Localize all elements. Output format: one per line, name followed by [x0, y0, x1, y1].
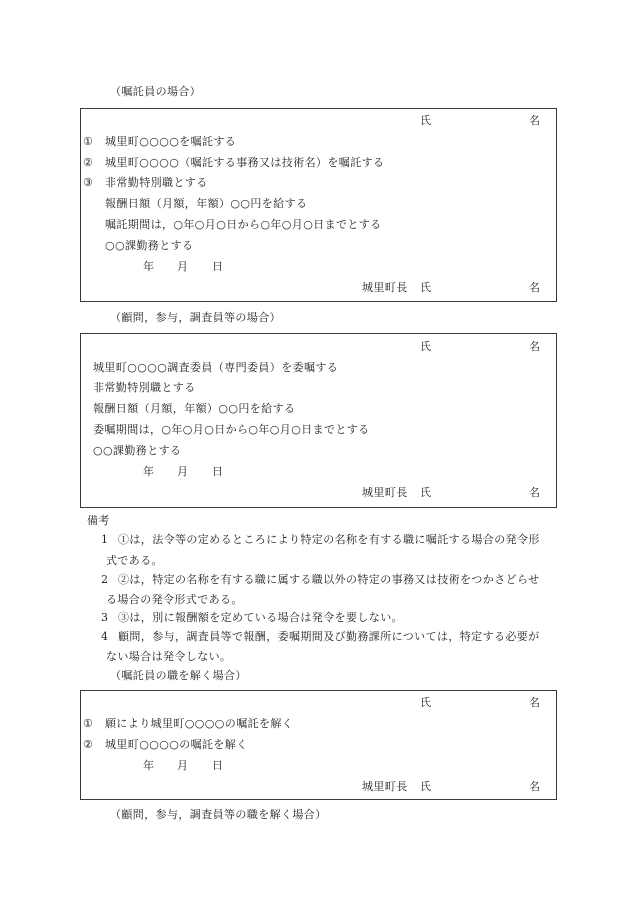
section-heading-dismiss-advisor: （顧問，参与，調査員等の職を解く場合） — [110, 808, 327, 821]
signer-family-label: 氏 — [420, 281, 432, 294]
note-number: 3 — [101, 611, 109, 624]
item-text: 城里町○○○○の嘱託を解く — [105, 738, 248, 751]
date-year: 年 — [143, 759, 155, 772]
section-heading-appoint-staff: （嘱託員の場合） — [110, 85, 202, 98]
note-text: 顧問，参与，調査員等で報酬，委嘱期間及び勤務課所については，特定する必要が — [118, 630, 540, 643]
signer-family-label: 氏 — [420, 780, 432, 793]
note-text: ①は，法令等の定めるところにより特定の名称を有する職に嘱託する場合の発令形 — [118, 533, 540, 546]
name-given-label: 名 — [529, 696, 541, 709]
order-line: 委嘱期間は，○年○月○日から○年○月○日までとする — [93, 423, 370, 436]
signer-family-label: 氏 — [420, 486, 432, 499]
date-month: 月 — [177, 759, 189, 772]
date-year: 年 — [143, 465, 155, 478]
signer-given-label: 名 — [529, 780, 541, 793]
order-line: 報酬日額（月額，年額）○○円を給する — [93, 402, 296, 415]
note-text: ③は，別に報酬額を定めている場合は発令を要しない。 — [118, 611, 403, 624]
name-given-label: 名 — [529, 114, 541, 127]
note-text-continued: 式である。 — [106, 554, 163, 567]
remarks-title: 備考 — [87, 514, 110, 527]
date-month: 月 — [177, 260, 189, 273]
item-number: ① — [83, 717, 94, 730]
note-number: 4 — [101, 630, 109, 643]
signer-title: 城里町長 — [362, 281, 408, 294]
item-text: 願により城里町○○○○の嘱託を解く — [105, 717, 294, 730]
signer-given-label: 名 — [529, 486, 541, 499]
detail-line: ○○課勤務とする — [105, 239, 194, 252]
section-heading-dismiss-staff: （嘱託員の職を解く場合） — [110, 669, 247, 682]
item-number: ② — [83, 738, 94, 751]
date-day: 日 — [212, 260, 224, 273]
name-family-label: 氏 — [420, 340, 432, 353]
item-number: ① — [83, 135, 94, 148]
note-text-continued: る場合の発令形式である。 — [106, 593, 243, 606]
order-line: 非常勤特別職とする — [93, 381, 196, 394]
detail-line: 嘱託期間は，○年○月○日から○年○月○日までとする — [105, 218, 382, 231]
signer-given-label: 名 — [529, 281, 541, 294]
item-text: 非常勤特別職とする — [105, 176, 208, 189]
note-text: ②は，特定の名称を有する職に属する職以外の特定の事務又は技術をつかさどらせ — [118, 573, 540, 586]
item-text: 城里町○○○○を嘱託する — [105, 135, 237, 148]
date-year: 年 — [143, 260, 155, 273]
name-family-label: 氏 — [420, 114, 432, 127]
signer-title: 城里町長 — [362, 486, 408, 499]
date-month: 月 — [177, 465, 189, 478]
note-number: 2 — [101, 573, 109, 586]
signer-title: 城里町長 — [362, 780, 408, 793]
order-box-appoint-advisor — [80, 333, 557, 508]
date-day: 日 — [212, 759, 224, 772]
detail-line: 報酬日額（月額，年額）○○円を給する — [105, 197, 308, 210]
date-day: 日 — [212, 465, 224, 478]
name-family-label: 氏 — [420, 696, 432, 709]
note-text-continued: ない場合は発令しない。 — [106, 650, 232, 663]
note-number: 1 — [101, 533, 109, 546]
order-line: ○○課勤務とする — [93, 444, 182, 457]
order-line: 城里町○○○○調査委員（専門委員）を委嘱する — [93, 361, 339, 374]
item-number: ② — [83, 156, 94, 169]
item-text: 城里町○○○○（嘱託する事務又は技術名）を嘱託する — [105, 156, 385, 169]
item-number: ③ — [83, 176, 94, 189]
name-given-label: 名 — [529, 340, 541, 353]
section-heading-appoint-advisor: （顧問，参与，調査員等の場合） — [110, 311, 281, 324]
